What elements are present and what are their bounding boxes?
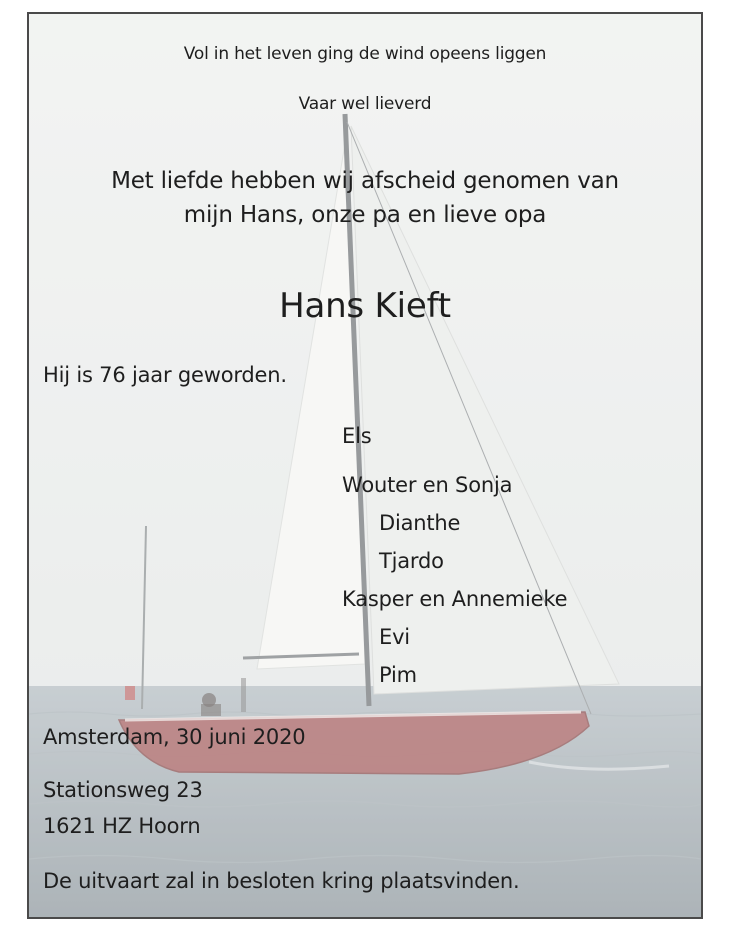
family-evi: Evi [379,625,410,649]
address-line-2: 1621 HZ Hoorn [43,814,201,838]
funeral-note: De uitvaart zal in besloten kring plaatsvinden. [43,869,520,893]
family-wouter-sonja: Wouter en Sonja [342,473,513,497]
family-kasper-annemieke: Kasper en Annemieke [342,587,568,611]
motto-line-1: Vol in het leven ging de wind opeens liggen [183,44,547,64]
age-statement: Hij is 76 jaar geworden. [43,363,287,387]
obituary-card [27,12,703,919]
intro-line-1: Met liefde hebben wij afscheid genomen van [111,168,619,194]
address-line-1: Stationsweg 23 [43,778,203,802]
intro-line-2: mijn Hans, onze pa en lieve opa [183,202,547,228]
family-els: Els [342,424,372,448]
place-and-date: Amsterdam, 30 juni 2020 [43,725,306,749]
family-pim: Pim [379,663,417,687]
motto-line-2: Vaar wel lieverd [298,94,432,114]
deceased-name: Hans Kieft [279,286,451,326]
family-dianthe: Dianthe [379,511,461,535]
family-tjardo: Tjardo [379,549,444,573]
